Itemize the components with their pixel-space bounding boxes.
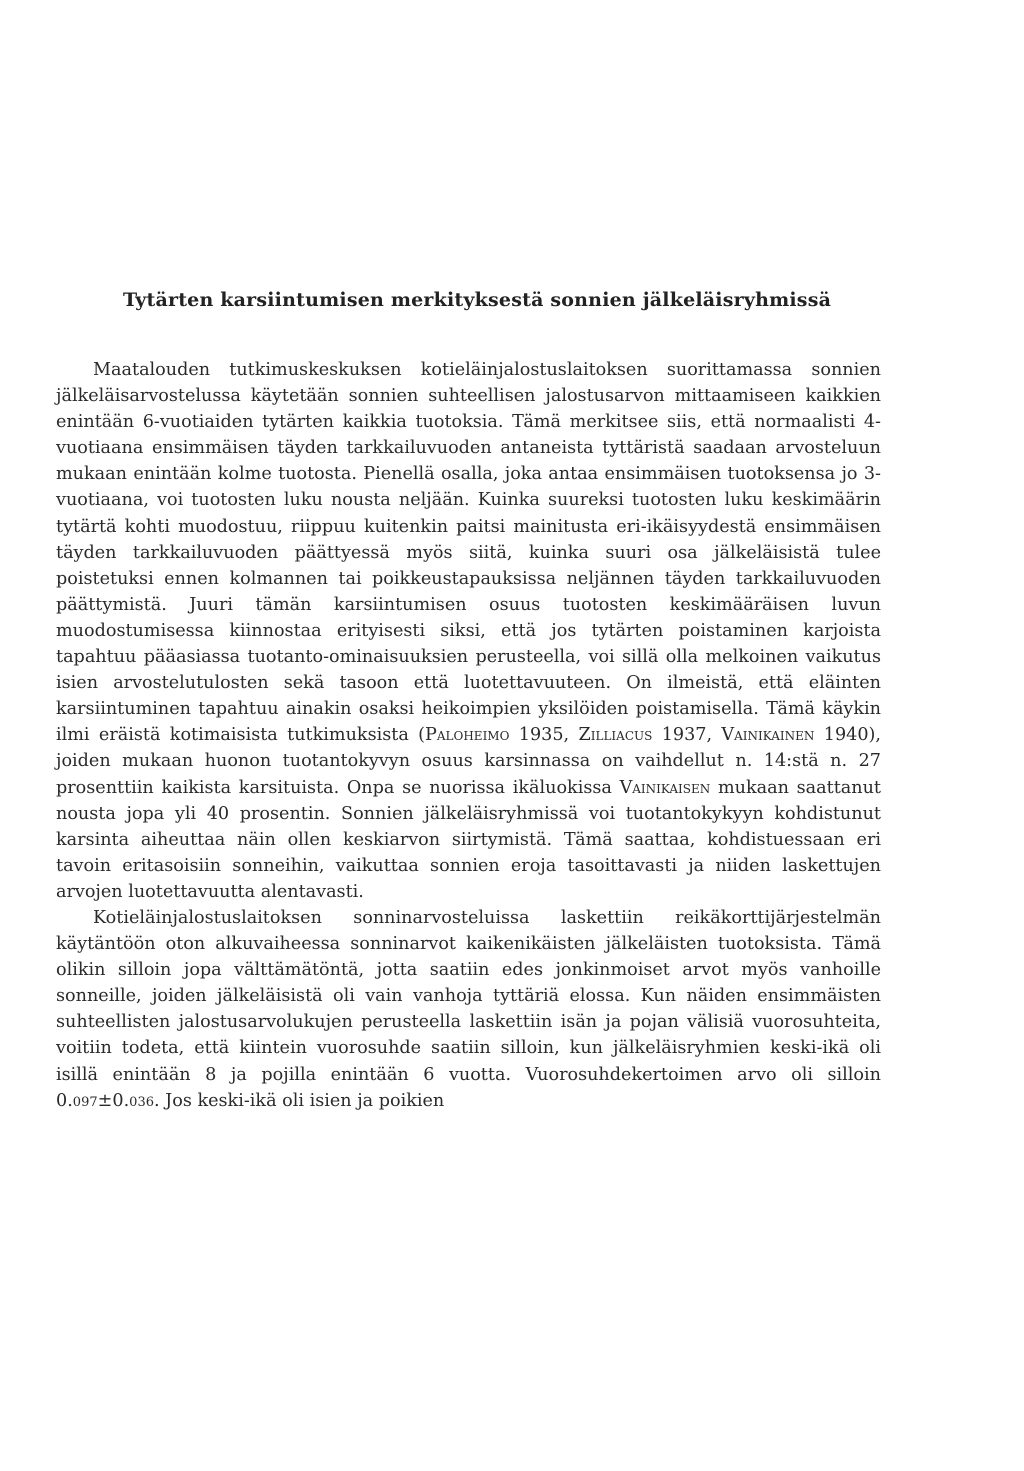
paragraph-1-text-c: mukaan saattanut nousta jopa yli 40 prosentin. Sonnien jälkeläisryhmissä voi tuotantokykyyn kohdistunut karsinta aiheuttaa näin ollen keskiarvon siirtymistä. Tämä saattaa, kohdistuessaan eri tavoin eritasoisiin sonneihin, vaikuttaa sonnien eroja tasoittavasti ja niiden laskettujen arvojen luotettavuutta alentavasti.	[56, 777, 881, 902]
paragraph-2	[56, 905, 881, 1116]
coefficient-digits: 097	[72, 1094, 98, 1110]
section-heading: Tytärten karsiintumisen merkityksestä sonnien jälkeläisryhmissä	[123, 289, 832, 311]
citation-author-vainikaisen: Vainikaisen	[619, 777, 711, 798]
coefficient-main: 0.	[56, 1090, 73, 1111]
error-main: 0.	[112, 1090, 130, 1111]
citation-year-1937: 1937,	[652, 725, 722, 746]
citation-author-zilliacus: Zilliacus	[578, 725, 653, 746]
plus-minus-sign: ±	[97, 1090, 113, 1111]
paragraph-2-text-a: Kotieläinjalostuslaitoksen sonninarvosteluissa laskettiin reikäkorttijärjestelmän käytäntöön oton alkuvaiheessa sonninarvot kaikenikäisten jälkeläisten tuotoksista. Tämä olikin silloin jopa välttämätöntä, jotta saatiin edes jonkinmoiset arvot myös vanhoille sonneille, joiden jälkeläisistä oli vain vanhoja tyttäriä elossa. Kun näiden ensimmäisten suhteellisten jalostusarvolukujen perusteella laskettiin isän ja pojan välisiä vuorosuhteita, voitiin todeta, että kiintein vuorosuhde saatiin silloin, kun jälkeläisryhmien keski-ikä oli isillä enintään 8 ja pojilla enintään 6 vuotta. Vuorosuhdekertoimen arvo oli silloin	[56, 907, 881, 1085]
body-text	[56, 357, 881, 1116]
paragraph-1	[56, 357, 881, 905]
paragraph-1-text-a: Maatalouden tutkimuskeskuksen kotieläinjalostuslaitoksen suorittamassa sonnien jälkeläisarvostelussa käytetään sonnien suhteellisen jalostusarvon mittaamiseen kaikkien enintään 6-vuotiaiden tytärten kaikkia tuotoksia. Tämä merkitsee siis, että normaalisti 4-vuotiaana ensimmäisen täyden tarkkailuvuoden antaneista tyttäristä saadaan arvosteluun mukaan enintään kolme tuotosta. Pienellä osalla, joka antaa ensimmäisen tuotoksensa jo 3-vuotiaana, voi tuotosten luku nousta neljään. Kuinka suureksi tuotosten luku keskimäärin tytärtä kohti muodostuu, riippuu kuitenkin paitsi mainitusta eri-ikäisyydestä ensimmäisen täyden tarkkailuvuoden päättyessä myös siitä, kuinka suuri osa jälkeläisistä tulee poistetuksi ennen kolmannen tai poikkeustapauksissa neljännen täyden tarkkailuvuoden päättymistä. Juuri tämän karsiintumisen osuus tuotosten keskimääräisen luvun muodostumisessa kiinnostaa erityisesti siksi, että jos tytärten poistaminen karjoista tapahtuu pääasiassa tuotanto-ominaisuuksien perusteella, voi sillä olla melkoinen vaikutus isien arvostelutulosten sekä tasoon että luotettavuuteen. On ilmeistä, että eläinten karsiintuminen tapahtuu ainakin osaksi heikoimpien yksilöiden poistamisella. Tämä käykin ilmi eräistä kotimaisista tutkimuksista (	[56, 360, 881, 746]
citation-year-1935: 1935,	[509, 725, 579, 746]
citation-author-paloheimo: Paloheimo	[425, 725, 510, 746]
citation-author-vainikainen: Vainikainen	[721, 725, 815, 746]
coefficient-value	[56, 1091, 154, 1111]
paragraph-2-text-b: . Jos keski-ikä oli isien ja poikien	[154, 1090, 445, 1111]
paragraph-1-text-b: 1940), joiden mukaan huonon tuotantokyvyn osuus karsinnassa on vaihdellut n. 14:stä n. 27 prosenttiin kaikista karsituista. Onpa se nuorissa ikäluokissa	[56, 725, 882, 798]
error-digits: 036	[129, 1094, 154, 1110]
